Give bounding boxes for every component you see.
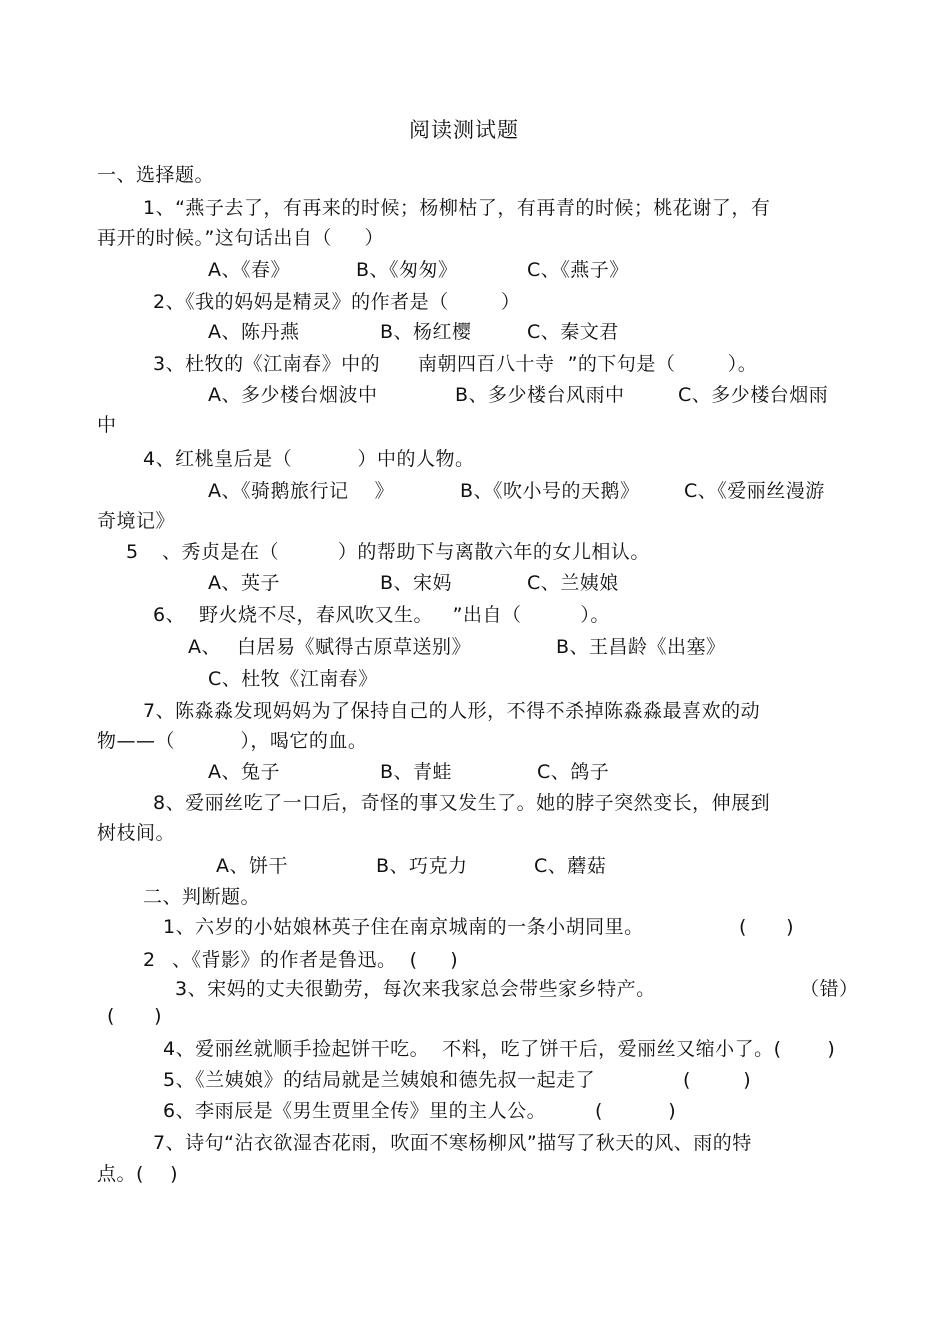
q2-text: 2、《我的妈妈是精灵》的作者是（ ） [153, 291, 521, 313]
q3-option-c: C、多少楼台烟雨 [678, 384, 829, 406]
q3-option-a: A、多少楼台烟波中 [208, 384, 378, 406]
q6-option-b: B、王昌龄《出塞》 [556, 636, 726, 658]
q4-option-b: B、《吹小号的天鹅》 [460, 480, 640, 502]
q2-option-a: A、陈丹燕 [208, 321, 300, 343]
j7-text-line1: 7、诗句“沾衣欲湿杏花雨，吹面不寒杨柳风”描写了秋天的风、雨的特 [153, 1132, 752, 1154]
j1-answer-blank: ( ) [739, 916, 795, 938]
q8-option-c: C、蘑菇 [534, 855, 607, 877]
q3-text-part1: 3、杜牧的《江南春》中的 [153, 353, 381, 375]
j3-answer-blank: ( ) [107, 1005, 163, 1027]
q4-text: 4、红桃皇后是（ ）中的人物。 [143, 448, 475, 470]
j2-number: 2 [143, 949, 156, 971]
section-heading-judgement: 二、判断题。 [143, 886, 261, 908]
q6-option-a: 白居易《赋得古原草送别》 [237, 636, 472, 658]
j5-text: 5、《兰姨娘》的结局就是兰姨娘和德先叔一起走了 [163, 1069, 596, 1091]
j3-text: 3、宋妈的丈夫很勤劳，每次来我家总会带些家乡特产。 [175, 978, 656, 1000]
q1-option-b: B、《匆匆》 [356, 259, 458, 281]
j2-text: 、《背影》的作者是鲁迅。 ( ) [172, 949, 459, 971]
q6-text: 野火烧不尽，春风吹又生。 ”出自（ ）。 [199, 604, 610, 626]
q5-option-a: A、英子 [208, 572, 280, 594]
j1-text: 1、六岁的小姑娘林英子住在南京城南的一条小胡同里。 [163, 916, 644, 938]
q1-option-a: A、《春》 [208, 259, 290, 281]
j7-text-line2: 点。( ) [97, 1163, 178, 1185]
q4-option-a: A、《骑鹅旅行记 》 [208, 480, 395, 502]
q7-text-line2: 物——（ ），喝它的血。 [97, 730, 368, 752]
section-heading-choice: 一、选择题。 [97, 164, 215, 186]
q6-option-c: C、杜牧《江南春》 [208, 668, 378, 690]
q1-text-line2: 再开的时候。”这句话出自（ ） [97, 227, 385, 249]
q5-number: 5 [126, 541, 139, 563]
q8-text-line2: 树枝间。 [97, 822, 176, 844]
q5-option-c: C、兰姨娘 [527, 572, 619, 594]
q8-text-line1: 8、爱丽丝吃了一口后，奇怪的事又发生了。她的脖子突然变长，伸展到 [153, 792, 771, 814]
q3-option-b: B、多少楼台风雨中 [455, 384, 625, 406]
q6-option-a-label: A、 [188, 636, 221, 658]
q8-option-b: B、巧克力 [376, 855, 468, 877]
page-title: 阅读测试题 [409, 118, 519, 142]
j5-answer-blank: ( ) [683, 1069, 752, 1091]
q5-text: 、秀贞是在（ ）的帮助下与离散六年的女儿相认。 [162, 541, 650, 563]
q4-option-c-continued: 奇境记》 [97, 510, 176, 532]
q3-option-c-continued: 中 [97, 414, 117, 436]
q2-option-b: B、杨红樱 [380, 321, 472, 343]
q2-option-c: C、秦文君 [527, 321, 619, 343]
q1-text-line1: 1、“燕子去了，有再来的时候；杨柳枯了，有再青的时候；桃花谢了，有 [143, 197, 771, 219]
j4-text: 4、爱丽丝就顺手捡起饼干吃。 不料，吃了饼干后，爱丽丝又缩小了。( ) [163, 1038, 836, 1060]
q3-text-part2: 南朝四百八十寺 ”的下句是（ ）。 [418, 353, 758, 375]
j6-text: 6、李雨辰是《男生贾里全传》里的主人公。 [163, 1100, 547, 1122]
q8-option-a: A、饼干 [216, 855, 288, 877]
q1-option-c: C、《燕子》 [527, 259, 629, 281]
q7-option-a: A、兔子 [208, 761, 280, 783]
q4-option-c: C、《爱丽丝漫游 [684, 480, 825, 502]
j3-mark: （错） [800, 978, 859, 1000]
q5-option-b: B、宋妈 [380, 572, 453, 594]
q7-option-c: C、鸽子 [537, 761, 610, 783]
q7-option-b: B、青蛙 [380, 761, 453, 783]
j6-answer-blank: ( ) [595, 1100, 677, 1122]
q7-text-line1: 7、陈淼淼发现妈妈为了保持自己的人形，不得不杀掉陈淼淼最喜欢的动 [143, 700, 761, 722]
q6-number: 6、 [153, 604, 186, 626]
